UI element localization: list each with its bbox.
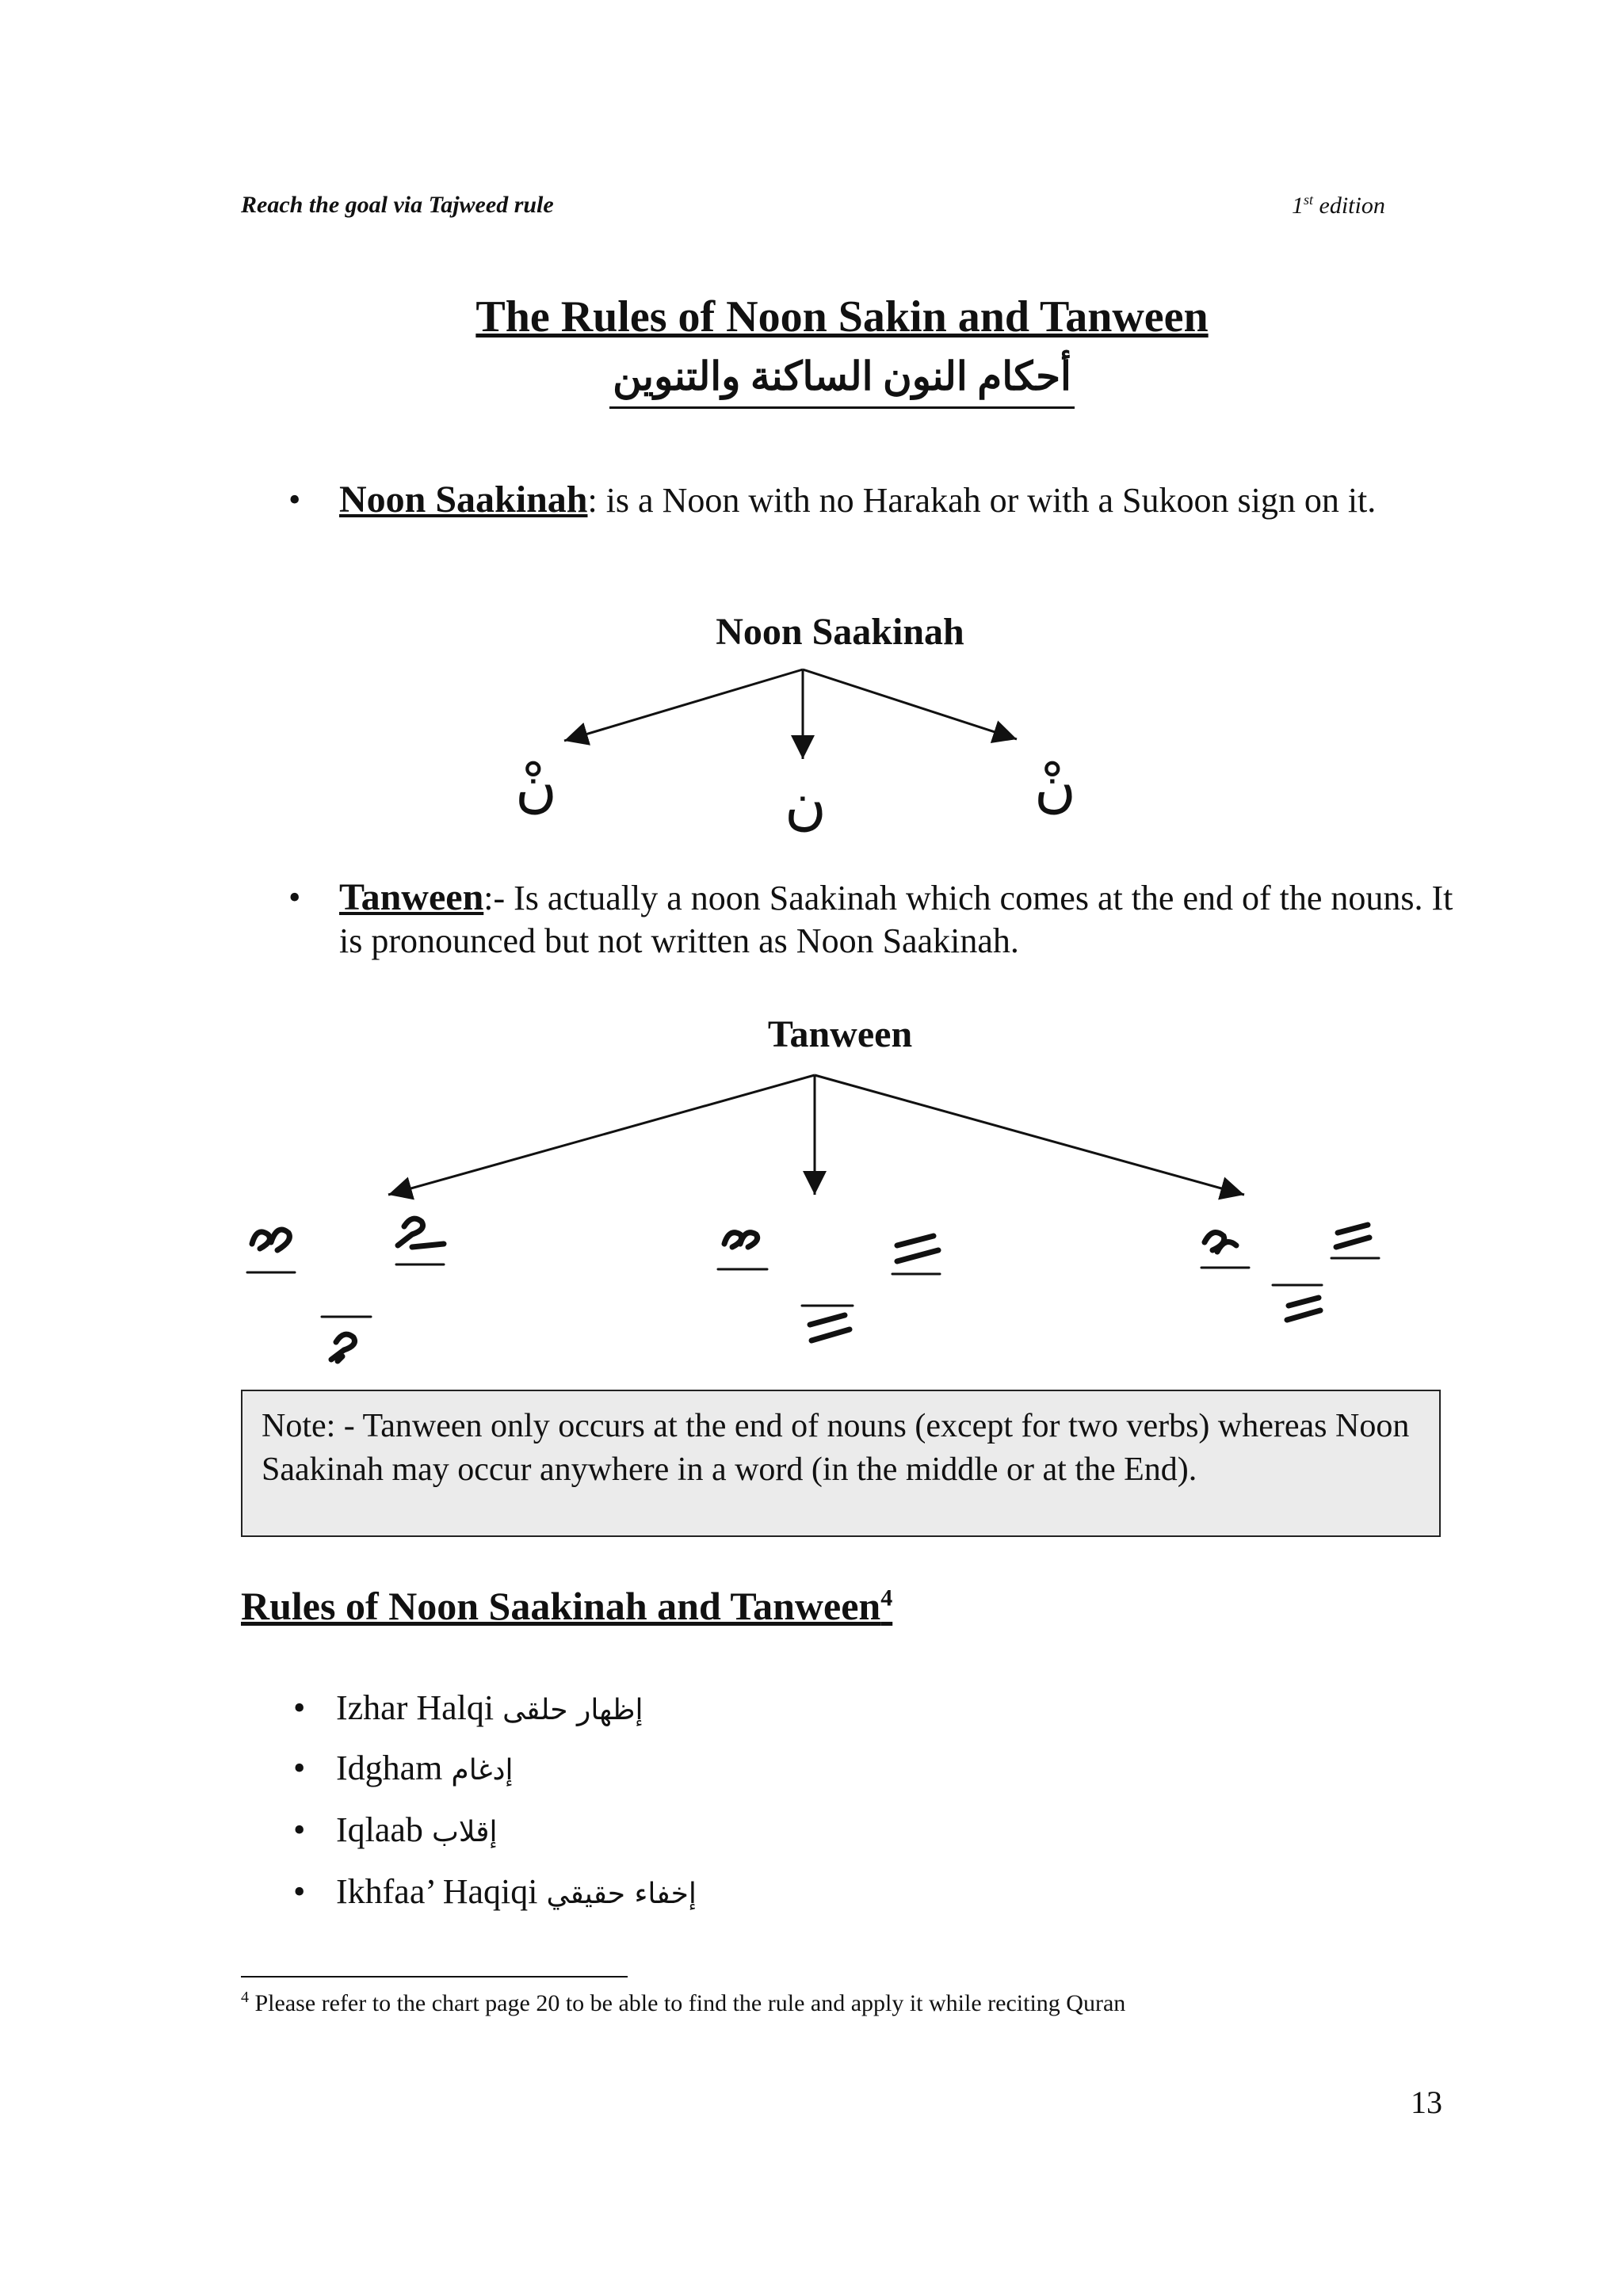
note-text: Tanween only occurs at the end of nouns (except for two verbs) whereas Noon Saakinah may occur anywhere in a word (in the middle or at the End). (262, 1408, 1410, 1488)
page-title-arabic: أحكام النون الساكنة والتنوين (0, 353, 1623, 399)
note-label: Note: - (262, 1408, 363, 1444)
note-box (241, 1390, 1441, 1537)
page-title: The Rules of Noon Sakin and Tanween (475, 292, 1209, 341)
tanween-text: :- Is actually a noon Saakinah which comes at the end of the nouns. It is pronounced but not written as Noon Saakinah. (339, 879, 1453, 960)
damm-mark-2 (398, 1219, 444, 1247)
tanween-fath-group (1201, 1225, 1379, 1320)
rules-heading: Rules of Noon Saakinah and Tanween$^4$ (241, 1584, 893, 1628)
tanween-diagram-title: Tanween (767, 1013, 913, 1055)
noon-glyph-damma: نْ (515, 753, 557, 819)
fath-mark-3 (1287, 1298, 1320, 1320)
tanween-damm-group (247, 1219, 444, 1361)
fath-mark-2 (1336, 1225, 1369, 1247)
noon-glyph-plain: ن (785, 770, 827, 837)
bullet-dot: • (293, 1749, 306, 1787)
footnote-separator (241, 1976, 628, 1978)
footnote-ref[interactable]: 4 (880, 1585, 893, 1611)
footnote: $^4$ Please refer to the chart page 20 to be able to find the rule and apply it while reciting Quran (241, 1989, 1126, 2016)
page-number: 13 (1411, 2084, 1442, 2120)
noon-saakinah-text: : is a Noon with no Harakah or with a Sukoon sign on it. (587, 481, 1377, 520)
kasr-mark-2 (897, 1236, 938, 1261)
tanween-term: Tanween (339, 876, 484, 918)
fath-mark-1 (1205, 1233, 1236, 1253)
rule-item-izhar: • Izhar Halqi إظهار حلقى (293, 1688, 643, 1727)
rule-item-ikhfaa: • Ikhfaa’ Haqiqi إخفاء حقيقي (293, 1872, 697, 1911)
bullet-dot: • (288, 480, 301, 519)
bullet-dot: • (293, 1810, 306, 1849)
running-header-title: Reach the goal via Tajweed rule (241, 192, 554, 218)
tanween-kasr-group (718, 1233, 940, 1341)
damm-mark-3 (331, 1334, 355, 1361)
damm-mark-1 (252, 1230, 289, 1250)
noon-saakinah-term: Noon Saakinah (339, 479, 588, 521)
noon-diagram-title: Noon Saakinah (716, 611, 964, 653)
bullet-dot: • (293, 1688, 306, 1727)
noon-glyph-sukoon: نْ (1034, 753, 1076, 819)
kasr-mark-1 (724, 1233, 758, 1247)
bullet-dot: • (293, 1872, 306, 1911)
rule-item-idgham: • Idgham إدغام (293, 1749, 514, 1787)
bullet-dot: • (288, 878, 301, 917)
rule-item-iqlaab: • Iqlaab إقلاب (293, 1810, 498, 1849)
running-header-edition: 1st edition (1292, 192, 1385, 219)
kasr-mark-3 (810, 1315, 850, 1341)
